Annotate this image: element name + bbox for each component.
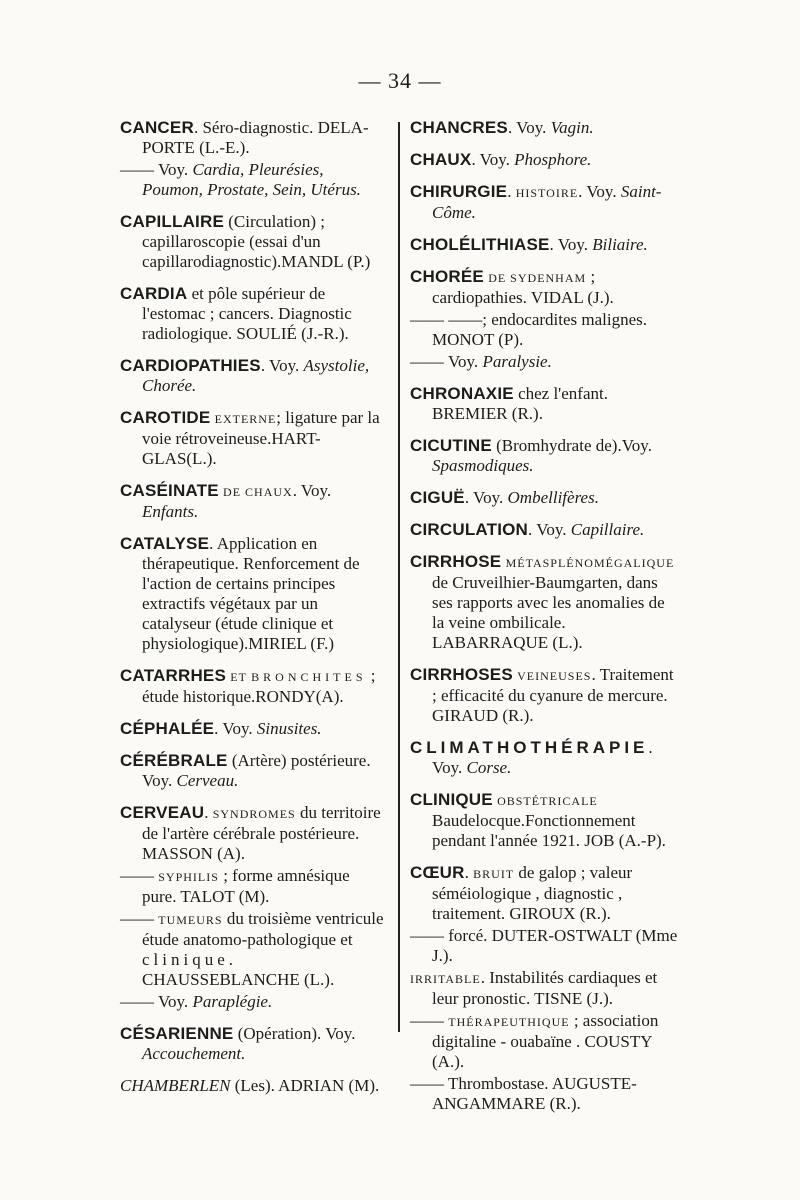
entry-main-line [410, 118, 680, 138]
text-segment: (Artère) postérieure. Voy. [142, 751, 371, 790]
entry-main-line [410, 182, 680, 223]
text-segment: ; ligature par la voie rétroveineuse.HART-GLAS(L.). [142, 408, 380, 468]
entry-circulation [410, 520, 680, 540]
text-segment: ; cardiopathies. VIDAL (J.). [432, 267, 614, 307]
entry-main-line [120, 481, 388, 522]
entry-main-line [410, 267, 680, 308]
entry-cephalee [120, 719, 388, 739]
cross-reference: Ombellifères. [507, 488, 599, 507]
entry-main-line [120, 666, 388, 707]
cross-reference: Saint-Côme. [432, 182, 662, 222]
cross-reference: Sinusites. [256, 719, 322, 738]
text-segment: ; association digitaline - ouabaïne . COUSTY (A.). [432, 1011, 659, 1071]
headword: CANCER [120, 118, 194, 137]
headword: CÉPHALÉE [120, 719, 215, 738]
text-segment: . Voy. [464, 488, 508, 507]
text-segment: . Voy. [292, 481, 332, 500]
headword: CLINIQUE [410, 790, 493, 809]
entry-sub-line [410, 310, 680, 350]
text-segment: clinique [142, 950, 229, 969]
cross-reference: Phosphore. [514, 150, 592, 169]
entry-clinique [410, 790, 680, 851]
headword: CIRRHOSE [410, 552, 502, 571]
headword: CLIMATHOTHÉRAPIE [410, 738, 649, 757]
entry-chaux [410, 150, 680, 170]
headword: CŒUR [410, 863, 465, 882]
entry-sub-line [410, 968, 680, 1009]
small-caps-term: ET [230, 670, 247, 684]
small-caps-term: DE CHAUX [223, 485, 293, 499]
cross-reference: Paralysie. [482, 352, 552, 371]
text-segment: —— [410, 1011, 449, 1030]
entry-main-line [410, 436, 680, 476]
entry-cigue [410, 488, 680, 508]
entry-cicutine [410, 436, 680, 476]
text-segment: . CHAUSSEBLANCHE (L.). [142, 950, 335, 989]
text-segment: —— Voy. [120, 992, 193, 1011]
text-segment: . Instabilités cardiaques et leur pronostic. TISNE (J.). [432, 968, 658, 1008]
headword: CARDIOPATHIES [120, 356, 261, 375]
headword: CHORÉE [410, 267, 484, 286]
entry-main-line [410, 790, 680, 851]
entry-catarrhes [120, 666, 388, 707]
entry-cesarienne [120, 1024, 388, 1064]
headword: CAROTIDE [120, 408, 211, 427]
cross-reference: Corse. [466, 758, 512, 777]
cross-reference: Enfants. [142, 502, 199, 521]
entry-cardia [120, 284, 388, 344]
entry-main-line [120, 1024, 388, 1064]
entry-sub-line [120, 866, 388, 907]
text-segment: . [464, 863, 474, 882]
text-segment: . Voy. [432, 738, 653, 777]
entry-chirurgie [410, 182, 680, 223]
left-column [120, 118, 388, 1108]
cross-reference: Cardia, Pleurésies, Poumon, Prostate, Sein, Utérus. [142, 160, 361, 199]
headword: CICUTINE [410, 436, 492, 455]
text-segment: —— Voy. [410, 352, 483, 371]
entry-chronaxie [410, 384, 680, 424]
headword: CARDIA [120, 284, 188, 303]
page-number: — 34 — [358, 68, 442, 93]
text-segment: —— ——; endocardites malignes. MONOT (P). [410, 310, 648, 349]
text-segment: —— [120, 866, 159, 885]
text-segment: . Voy. [507, 118, 551, 137]
entry-sub-line [120, 909, 388, 990]
entry-sub-line [410, 1011, 680, 1072]
entry-sub-line [410, 352, 680, 372]
headword: CHANCRES [410, 118, 508, 137]
text-segment: . Traitement ; efficacité du cyanure de mercure. GIRAUD (R.). [432, 665, 674, 725]
small-caps-term: BRONCHITES [251, 670, 367, 684]
headword: CERVEAU [120, 803, 205, 822]
entry-sub-line [120, 160, 388, 200]
text-segment: chez l'enfant. BREMIER (R.). [432, 384, 608, 423]
entry-cirrhoses [410, 665, 680, 726]
entry-sub-line [410, 926, 680, 966]
entry-cardiopathies [120, 356, 388, 396]
text-segment: . Voy. [528, 520, 571, 539]
entry-main-line [120, 408, 388, 469]
small-caps-term: IRRITABLE [410, 972, 481, 986]
headword: CIGUË [410, 488, 465, 507]
small-caps-term: HISTOIRE [515, 186, 579, 200]
entry-cirrhose [410, 552, 680, 653]
small-caps-term: BRUIT [473, 867, 515, 881]
entry-cancer [120, 118, 388, 200]
headword: CIRRHOSES [410, 665, 513, 684]
entry-main-line [410, 738, 680, 778]
column-divider [398, 122, 400, 1032]
headword: CAPILLAIRE [120, 212, 224, 231]
text-segment: Baudelocque.Fonctionnement pendant l'année 1921. JOB (A.-P). [432, 811, 666, 850]
headword: CATALYSE [120, 534, 210, 553]
entry-main-line [120, 212, 388, 272]
text-segment: ; étude historique.RONDY(A). [142, 666, 376, 706]
headword: CHAUX [410, 150, 472, 169]
small-caps-term: OBSTÉTRICALE [497, 794, 598, 808]
entry-carotide [120, 408, 388, 469]
entry-main-line [120, 284, 388, 344]
headword: CASÉINATE [120, 481, 219, 500]
entry-main-line [410, 488, 680, 508]
cross-reference: Biliaire. [592, 235, 648, 254]
text-segment: . Voy. [260, 356, 304, 375]
headword: CHOLÉLITHIASE [410, 235, 550, 254]
cross-reference: Spasmodiques. [432, 456, 534, 475]
small-caps-term: THÉRAPEUTHIQUE [448, 1015, 570, 1029]
small-caps-term: MÉTASPLÉNOMÉGALIQUE [505, 556, 675, 570]
entry-main-line [410, 665, 680, 726]
cross-reference: Cerveau. [176, 771, 239, 790]
cross-reference: Asystolie, Chorée. [142, 356, 370, 395]
text-segment: (Les). ADRIAN (M). [230, 1076, 380, 1095]
text-segment: (Circulation) ; capillaroscopie (essai d'un capillarodiagnostic).MANDL (P.) [142, 212, 371, 271]
headword: CIRCULATION [410, 520, 529, 539]
text-segment: . Voy. [214, 719, 257, 738]
text-segment: . Voy. [471, 150, 515, 169]
text-segment: . [204, 803, 213, 822]
entry-cerveau [120, 803, 388, 1012]
entry-main-line [410, 520, 680, 540]
entry-main-line [410, 235, 680, 255]
headword: CATARRHES [120, 666, 226, 685]
text-segment: . Application en thérapeutique. Renforcement de l'action de certains principes extractifs végétaux par un catalyseur (étude clinique et physiologique).MIRIEL (F.) [142, 534, 360, 653]
headword: CHRONAXIE [410, 384, 514, 403]
headword: CÉRÉBRALE [120, 751, 228, 770]
headword: CHIRURGIE [410, 182, 508, 201]
text-segment: . Voy. [549, 235, 593, 254]
cross-reference: Capillaire. [570, 520, 645, 539]
small-caps-term: EXTERNE [214, 412, 277, 426]
entry-main-line [410, 863, 680, 924]
right-column [410, 118, 680, 1126]
entry-choree [410, 267, 680, 372]
entry-catalyse [120, 534, 388, 654]
text-segment: du troisième ventricule étude anatomo-pathologique et [142, 909, 384, 949]
text-segment: —— Voy. [120, 160, 193, 179]
cross-reference: Vagin. [550, 118, 594, 137]
text-segment: . Voy. [578, 182, 621, 201]
text-segment: —— Thrombostase. AUGUSTE-ANGAMMARE (R.). [410, 1074, 637, 1113]
entry-main-line [120, 751, 388, 791]
small-caps-term: SYNDROMES [212, 807, 296, 821]
entry-cholelithiase [410, 235, 680, 255]
entry-main-line [410, 552, 680, 653]
small-caps-term: VEINEUSES [517, 669, 592, 683]
text-segment: —— [120, 909, 159, 928]
text-segment: et pôle supérieur de l'estomac ; cancers. Diagnostic radiologique. SOULIÉ (J.-R.). [142, 284, 352, 343]
text-segment: (Bromhydrate de).Voy. [491, 436, 652, 455]
entry-chancres [410, 118, 680, 138]
entry-main-line [410, 150, 680, 170]
cross-reference: Paraplégie. [192, 992, 273, 1011]
small-caps-term: TUMEURS [158, 913, 223, 927]
entry-capillaire [120, 212, 388, 272]
entry-main-line [120, 118, 388, 158]
small-caps-term: DE SYDENHAM [488, 271, 587, 285]
text-segment: du territoire de l'artère cérébrale postérieure. MASSON (A). [142, 803, 381, 863]
small-caps-term: SYPHILIS [158, 870, 219, 884]
text-segment: ; forme amnésique pure. TALOT (M). [142, 866, 350, 906]
entry-climatotherapie [410, 738, 680, 778]
headword: CÉSARIENNE [120, 1024, 234, 1043]
text-segment: . [507, 182, 516, 201]
entry-sub-line [120, 992, 388, 1012]
entry-cerebrale [120, 751, 388, 791]
entry-main-line [120, 803, 388, 864]
entry-main-line [120, 356, 388, 396]
entry-main-line [410, 384, 680, 424]
entry-sub-line [410, 1074, 680, 1114]
entry-main-line [120, 719, 388, 739]
cross-reference: Accouchement. [142, 1044, 246, 1063]
text-segment: de Cruveilhier-Baumgarten, dans ses rapports avec les anomalies de la veine ombilicale. LABARRAQUE (L.). [432, 573, 665, 652]
text-segment: (Opération). Voy. [233, 1024, 356, 1043]
entry-main-line [120, 1076, 388, 1096]
entry-main-line [120, 534, 388, 654]
text-segment: . Séro-diagnostic. DELA-PORTE (L.-E.). [142, 118, 369, 157]
entry-caseinate [120, 481, 388, 522]
text-segment: de galop ; valeur séméiologique , diagnostic , traitement. GIROUX (R.). [432, 863, 633, 923]
entry-coeur [410, 863, 680, 1114]
text-segment: —— forcé. DUTER-OSTWALT (Mme J.). [410, 926, 678, 965]
entry-chamberlen [120, 1076, 388, 1096]
cross-reference: CHAMBERLEN [120, 1076, 231, 1095]
